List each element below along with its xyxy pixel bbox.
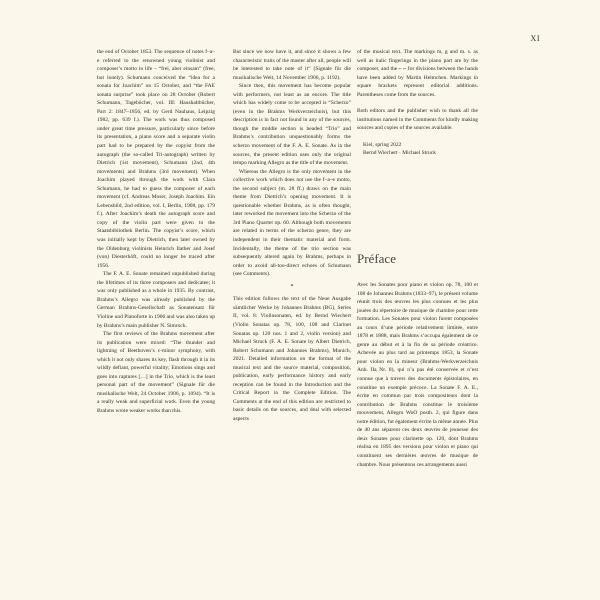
french-paragraph: Avec les Sonates pour piano et violon op. 78, 100 et 108 de Johannes Brahms (1833–97), le présent volume réunit trois des œuvres les plus connues et les plus jouées du répertoire de musique de chambre pour cette formation. Les Sonates pour violon furent composées au cours d’une période relativement limitée, entre 1878 et 1888, mais Brahms s’occupa également de ce genre au début et à la fin de sa période créatrice. Achevée au plus tard au printemps 1853, la Sonate pour violon en la mineur (Brahms-Werkverzeichnis Anh. IIa Nr. 8), qui n’a pas été conservée et n’est connue que à travers des documents épistolaires, en constitue un exemple précoce. La Sonate F. A. E., écrite en commun par trois compositeurs dont la contribution de Brahms constitue le troisième mouvement, Allegro WoO posth. 2, qui figure dans notre édition, fut également écrite la même année. Plus de 40 ans séparent ces deux œuvres de jeunesse des deux Sonates pour clarinette op. 120, dont Brahms réalisa en 1895 des versions pour violon et piano qui constituent ses dernières œuvres de musique de chambre. Nous présentons ces arrangements aussi: [357, 282, 478, 468]
page-number: XI: [530, 34, 540, 43]
paragraph: Since then, this movement has become popular with performers, not least as an encore. The title which has widely come to be accepted is “Scherzo” (even in the Brahms Werkverzeichnis), but this description is in fact not found in any of the sources, though the middle section is headed “Trio” and Brahms’s contribution unquestionably forms the scherzo movement of the F. A. E. Sonate. As in the sources, the present edition uses only the original tempo marking Allegro as the title of the movement.: [233, 83, 351, 167]
paragraph: This edition follows the text of the Neue Ausgabe sämtlicher Werke by Johannes Brahms (BG), Series II, vol. 8: Violinsonaten, ed. by Bernd Wiechert (Violin Sonatas op. 78, 100, 108 and Clarinet Sonatas op. 120 nos. 1 and 2, violin version) and Michael Struck (F. A. E. Sonate by Albert Dietrich, Robert Schumann and Johannes Brahms), Munich, 2021. Detailed information on the format of the musical text and the source material, composition, publication, early performance history and early reception can be found in the Introduction and the Critical Report in the Complete Edition. The Comments at the end of this edition are restricted to basic details on the sources, and deal with selected aspects: [233, 296, 351, 422]
paragraph: The F. A. E. Sonate remained unpublished during the lifetimes of its three composers and dedicatee; it was only published as a whole in 1935. By contrast, Brahms’s Allegro was already published by the German Brahms-Gesellschaft as Sonatensatz für Violine und Pianoforte in 1906 and was also taken up by Brahms’s main publisher N. Simrock.: [97, 271, 215, 329]
place-date: Kiel, spring 2022: [363, 141, 402, 148]
acknowledgements-paragraph: Both editors and the publisher wish to thank all the institutions named in the Comments for kindly making sources and copies of the sources available.: [357, 108, 478, 132]
preface-heading: Préface: [357, 251, 396, 267]
paragraph: Whereas the Allegro is the only movement in the collective work which does not use the f–a–e motto, the second subject (m. 28 ff.) draws on the main theme from Dietrich’s opening movement. It is questionable whether Brahms, as is often thought, later reworked the movement into the Scherzo of the 3rd Piano Quartet op. 60. Although both movements are related in terms of the scherzo genre, they are independent in their thematic material and form. Incidentally, the theme of the trio section was subsequently altered again by Brahms, perhaps in order to avoid all-too-direct echoes of Schumann (see Comments).: [233, 168, 351, 278]
paragraph: But since we now have it, and since it shows a few characteristic traits of the master after all, people will be interested to take note of it” (Signale für die musikalische Welt, 14 November 1906, p. 1192).: [233, 49, 351, 81]
text-column-middle: [233, 48, 351, 424]
text-column-left: [97, 48, 215, 416]
paragraph: the end of October 1853. The sequence of notes f–a–e referred to the renowned young violinist and composer’s motto in life – “frei, aber einsam” (free, but lonely). Schumann conceived the “idea for a sonata for Joachim” on 15 October, and “the FAE sonata surprise” took place on 28 October (Robert Schumann, Tagebücher, vol. III: Haushaltbücher, Part 2: 1847–1856, ed. by Gerd Nauhaus, Leipzig 1982, pp. 639 f.). The work was thus composed under great time pressure, particularly since before its presentation, a piano score and a separate violin part had to be prepared by the copyist from the autograph (the so-called Tri-autograph) written by Dietrich (1st movement), Schumann (2nd, 4th movements) and Brahms (3rd movement). When Joachim played through the work with Clara Schumann, he had to guess the composer of each movement (cf. Andreas Moser, Joseph Joachim. Ein Lebensbild, 2nd edition, vol. I, Berlin, 1908, pp. 179 f.). After Joachim’s death the autograph score and copy of the violin part were given to the Staatsbibliothek Berlin. The copyist’s score, which was initially kept by Dietrich, then later owned by the Oldenburg violinists Heinrich Ilather and Josef (von) Diesterhöft, could no longer be traced after 1956.: [97, 49, 215, 269]
section-separator: *: [290, 283, 294, 290]
text-column-right: [357, 48, 478, 469]
paragraph: of the musical text. The markings m, g and m. s. as well as italic fingerings in the piano part are by the composer, and the ⌐ ⌐ for divisions between the hands have been added by Martin Helmchen. Markings in square brackets represent editorial additions. Parentheses come from the sources.: [357, 49, 478, 98]
paragraph: The first reviews of the Brahms movement after its publication were mixed: “The thunder and lightning of Beethoven’s c-minor symphony, with which it not only shares its key, flash through it in its wildly defiant, powerful vitality; Emotions sings and goes into raptures […] in the Trio, which is the least personal part of the movement” (Signale für die musikalische Welt, 24 October 1906, p. 1094). “It is a really weak and superficial work. Even the young Brahms wrote weaker works than this.: [97, 331, 215, 414]
editor-names: Bernd Wiechert · Michael Struck: [363, 150, 436, 157]
